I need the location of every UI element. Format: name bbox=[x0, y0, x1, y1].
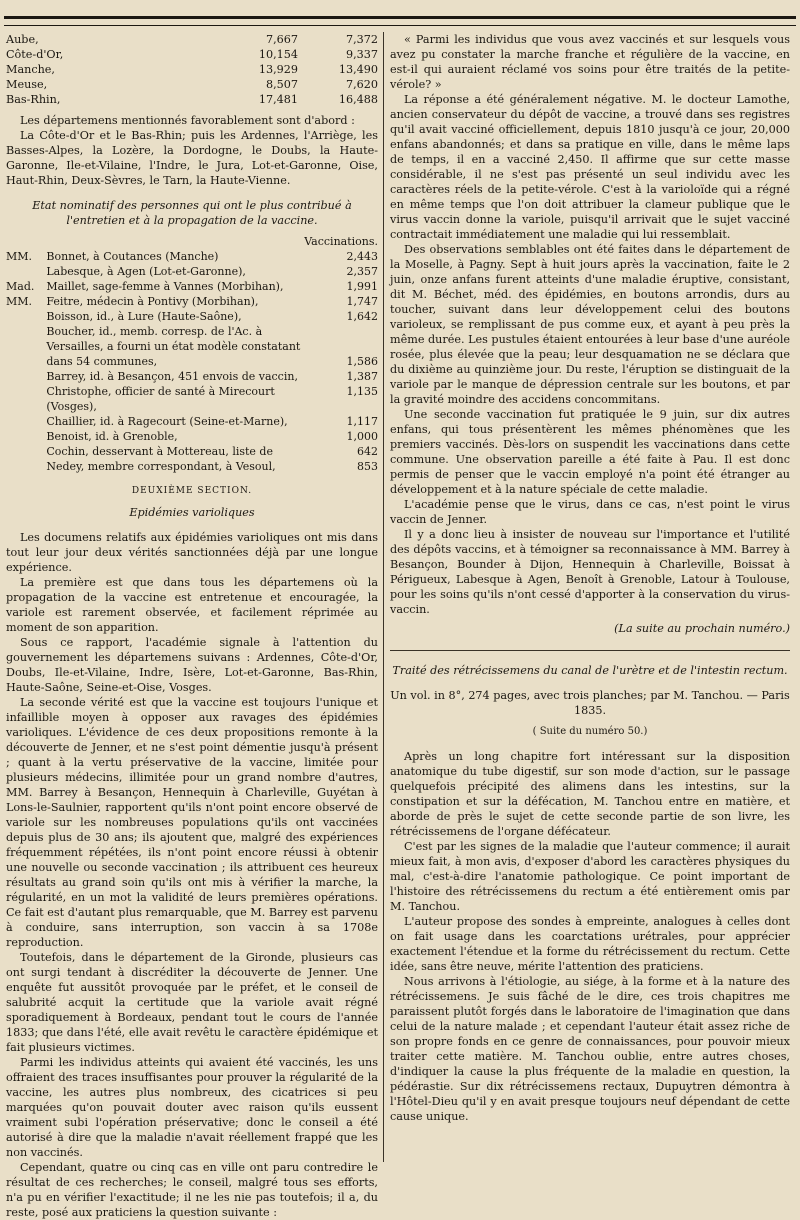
right-column bbox=[390, 32, 790, 1124]
table-row: MM. Feitre, médecin à Pontivy (Morbihan), 1,747 bbox=[6, 295, 378, 308]
column-divider bbox=[383, 32, 384, 1162]
table-row: Boisson, id., à Lure (Haute-Saône), 1,642 bbox=[46, 310, 378, 323]
etat-title: Etat nominatif des personnes qui ont le plus contribué à l'entretien et à la propagation de la vaccine. bbox=[32, 199, 352, 227]
paragraph: Cependant, quatre ou cinq cas en ville ont paru contredire le résultat de ces recherches; le conseil, malgré tous ses efforts, n'a pu en vérifier l'exactitude; il ne les nie pas toutefois; il a, du reste, posé aux praticiens la question suivante : bbox=[6, 1161, 378, 1219]
section-rule bbox=[390, 650, 790, 651]
paragraph: La seconde vérité est que la vaccine est toujours l'unique et infaillible moyen à opposer aux ravages des épidémies varioliques. L'évidence de ces deux propositions remonte à la découverte de Jenner, et ne s'est point démentie jusqu'à présent ; quant à la vertu préservative de la vaccine, limitée pour plusieurs médecins, illimitée pour un grand nombre d'autres, MM. Barrey à Besançon, Hennequin à Charleville, Guyétan à Lons-le-Saulnier, rapportent qu'ils n'ont point encore observé de variole sur les nombreuses populations qu'ils ont vaccinées depuis plus de 30 ans; ils ajoutent que, malgré des expériences fréquemment répétées, ils n'ont point encore réussi à obtenir une nouvelle ou seconde vaccination ; ils attribuent ces heureux résultats au grand soin qu'ils ont mis à vérifier la marche, la régularité, en un mot la validité de leurs premières opérations. Ce fait est d'autant plus remarquable, que M. Barrey est parvenu à conduire, sans interruption, son vaccin à sa 1708e reproduction. bbox=[6, 696, 378, 949]
table-row: Bas-Rhin, 17,481 16,488 bbox=[6, 93, 378, 106]
paragraph: Les documens relatifs aux épidémies varioliques ont mis dans tout leur jour deux vérités sanctionnées déjà par une longue expérience. bbox=[6, 531, 378, 574]
suite-number: ( Suite du numéro 50.) bbox=[532, 726, 648, 737]
paragraph: Il y a donc lieu à insister de nouveau sur l'importance et l'utilité des dépôts vaccins, et à témoigner sa reconnaissance à MM. Barrey à Besançon, Bounder à Dijon, Hennequin à Charleville, Boissat à Périgueux, Labesque à Agen, Benoît à Grenoble, Latour à Toulouse, pour les soins qu'ils n'ont cessé d'apporter à la conservation du virus-vaccin. bbox=[390, 528, 790, 616]
suite-note: (La suite au prochain numéro.) bbox=[614, 622, 790, 635]
table-row: Côte-d'Or, 10,154 9,337 bbox=[6, 48, 378, 61]
paragraph: La Côte-d'Or et le Bas-Rhin; puis les Ardennes, l'Arriège, les Basses-Alpes, la Lozère, la Dordogne, le Doubs, la Haute-Garonne, Ile-et-Vilaine, l'Indre, le Jura, Lot-et-Garonne, Oise, Haut-Rhin, Deux-Sèvres, le Tarn, la Haute-Vienne. bbox=[6, 129, 378, 187]
top-rule bbox=[4, 16, 796, 26]
table-row: Labesque, à Agen (Lot-et-Garonne), 2,357 bbox=[46, 265, 378, 278]
table-row: Benoist, id. à Grenoble, 1,000 bbox=[46, 430, 378, 443]
table-row: Christophe, officier de santé à Mirecourt (Vosges), 1,135 bbox=[46, 385, 378, 413]
section-title: Epidémies varioliques bbox=[129, 506, 255, 519]
table-header: Vaccinations. bbox=[304, 235, 378, 248]
table-row: Chaillier, id. à Ragecourt (Seine-et-Marne), 1,117 bbox=[46, 415, 378, 428]
paragraph: Après un long chapitre fort intéressant sur la disposition anatomique du tube digestif, sur son mode d'action, sur le passage quelquefois précipité des alimens dans les intestins, sur la constipation et sur la défécation, M. Tanchou entre en matière, et aborde de près le sujet de cette seconde partie de son livre, les rétrécissemens de l'organe défécateur. bbox=[390, 750, 790, 838]
table-row: Aube, 7,667 7,372 bbox=[6, 33, 378, 46]
paragraph: Nous arrivons à l'étiologie, au siége, à la forme et à la nature des rétrécissemens. Je suis fâché de le dire, ces trois chapitres me paraissent plutôt forgés dans le laboratoire de l'imagination que dans celui de la nature malade ; et cependant l'auteur était assez riche de son propre fonds en ce genre de connaissances, pour pouvoir mieux traiter cette matière. M. Tanchou oublie, entre autres choses, d'indiquer la cause la plus fréquente de la maladie en question, la pédérastie. Sur dix rétrécissemens rectaux, Dupuytren démontra à l'Hôtel-Dieu qu'il y en avait presque toujours neuf dépendant de cette cause unique. bbox=[390, 975, 790, 1123]
table-row: Meuse, 8,507 7,620 bbox=[6, 78, 378, 91]
paragraph: C'est par les signes de la maladie que l'auteur commence; il aurait mieux fait, à mon avis, d'exposer d'abord les caractères physiques du mal, c'est-à-dire l'anatomie pathologique. Ce point important de l'histoire des rétrécissemens du rectum a été entièrement omis par M. Tanchou. bbox=[390, 840, 790, 913]
table-row: Barrey, id. à Besançon, 451 envois de vaccin, 1,387 bbox=[46, 370, 378, 383]
paragraph: Les départemens mentionnés favorablement sont d'abord : bbox=[20, 114, 355, 127]
paragraph: Des observations semblables ont été faites dans le département de la Moselle, à Pagny. Sept à huit jours après la vaccination, faite le 2 juin, onze anfans furent atteints d'une maladie éruptive, consistant, dit M. Béchet, méd. des épidémies, en boutons arrondis, durs au toucher, suivant dans leur développement celui des boutons varioleux, se remplissant de pus comme eux, et ayant à peu près la même durée. Les pustules étaient entourées à leur base d'une auréole rosée, plus élevée que la peau; leur desquamation ne se déclara que du dixième au quinzième jour. Du reste, l'éruption se distinguait de la variole par le manque de dépression centrale sur les boutons, et par la gravité moindre des accidens concommitans. bbox=[390, 243, 791, 406]
vaccination-table bbox=[6, 234, 378, 474]
article-subtitle: Un vol. in 8°, 274 pages, avec trois planches; par M. Tanchou. — Paris 1835. bbox=[390, 689, 790, 717]
left-column bbox=[6, 32, 378, 1220]
table-row: Boucher, id., memb. corresp. de l'Ac. à Versailles, a fourni un état modèle constatant dans 54 communes, 1,586 bbox=[46, 325, 378, 368]
table-row: Manche, 13,929 13,490 bbox=[6, 63, 378, 76]
stats-table bbox=[6, 32, 378, 107]
paragraph: Parmi les individus atteints qui avaient été vaccinés, les uns offraient des traces insuffisantes pour prouver la régularité de la vaccine, les autres plus nombreux, des cicatrices si peu marquées qu'on pouvait douter avec raison qu'ils eussent vraiment subi l'opération préservative; donc le conseil a été autorisé à dire que la maladie n'avait réellement frappé que les non vaccinés. bbox=[6, 1056, 378, 1159]
paragraph: Une seconde vaccination fut pratiquée le 9 juin, sur dix autres enfans, qui tous présentèrent les mêmes phénomènes que les premiers vaccinés. Dès-lors on suspendit les vaccinations dans cette commune. Une observation pareille a été faite à Pau. Il est donc permis de penser que le vaccin employé n'a point été étranger au développement et à la nature spéciale de cette maladie. bbox=[390, 408, 790, 496]
paragraph: L'auteur propose des sondes à empreinte, analogues à celles dont on fait usage dans les coarctations urétrales, pour apprécier exactement l'étendue et la forme du rétrécissement du rectum. Cette idée, sans être neuve, mérite l'attention des praticiens. bbox=[390, 915, 790, 973]
section-heading: DEUXIÈME SECTION. bbox=[131, 486, 253, 496]
table-row: MM. Bonnet, à Coutances (Manche) 2,443 bbox=[6, 250, 378, 263]
paragraph: La réponse a été généralement négative. M. le docteur Lamothe, ancien conservateur du dépôt de vaccine, a trouvé dans ses registres qu'il avait vacciné officiellement, depuis 1810 jusqu'à ce jour, 20,000 enfans abandonnés; et dans sa pratique en ville, dans le même laps de temps, il en a vacciné 2,450. Il affirme que sur cette masse considérable, il ne s'est pas présenté un seul individu avec les caractères réels de la petite-vérole. C'est à la varioloïde qui a régné en même temps que l'on doit attribuer la clameur publique que le virus vaccin donne la variole, puisqu'il arrivait que le sujet vacciné contractait immédiatement une maladie qui lui ressemblait. bbox=[390, 93, 790, 241]
paragraph: Toutefois, dans le département de la Gironde, plusieurs cas ont surgi tendant à discréditer la découverte de Jenner. Une enquête fut aussitôt provoquée par le préfet, et le conseil de salubrité acquit la certitude que la variole avait régné sporadiquement à Bordeaux, pendant tout le cours de l'année 1833; que dans l'été, elle avait revêtu le caractère épidémique et fait plusieurs victimes. bbox=[6, 951, 378, 1054]
paragraph: La première est que dans tous les départemens où la propagation de la vaccine est entretenue et encouragée, la variole est rarement observée, et facilement réprimée au moment de son apparition. bbox=[6, 576, 378, 634]
article-title: Traité des rétrécissemens du canal de l'urètre et de l'intestin rectum. bbox=[392, 664, 788, 677]
table-row: Cochin, desservant à Mottereau, liste de 642 bbox=[46, 445, 378, 458]
table-row: Mad. Maillet, sage-femme à Vannes (Morbihan), 1,991 bbox=[6, 280, 378, 293]
paragraph: « Parmi les individus que vous avez vaccinés et sur lesquels vous avez pu constater la marche franche et régulière de la vaccine, en est-il qui auraient réclamé vos soins pour être traités de la petite-vérole? » bbox=[390, 33, 790, 91]
paragraph: L'académie pense que le virus, dans ce cas, n'est point le virus vaccin de Jenner. bbox=[390, 498, 790, 526]
paragraph: Sous ce rapport, l'académie signale à l'attention du gouvernement les départemens suivans : Ardennes, Côte-d'Or, Doubs, Ile-et-Vilaine, Indre, Isère, Lot-et-Garonne, Bas-Rhin, Haute-Saône, Seine-et-Oise, Vosges. bbox=[6, 636, 378, 694]
table-row: Nedey, membre correspondant, à Vesoul, 853 bbox=[46, 460, 378, 473]
